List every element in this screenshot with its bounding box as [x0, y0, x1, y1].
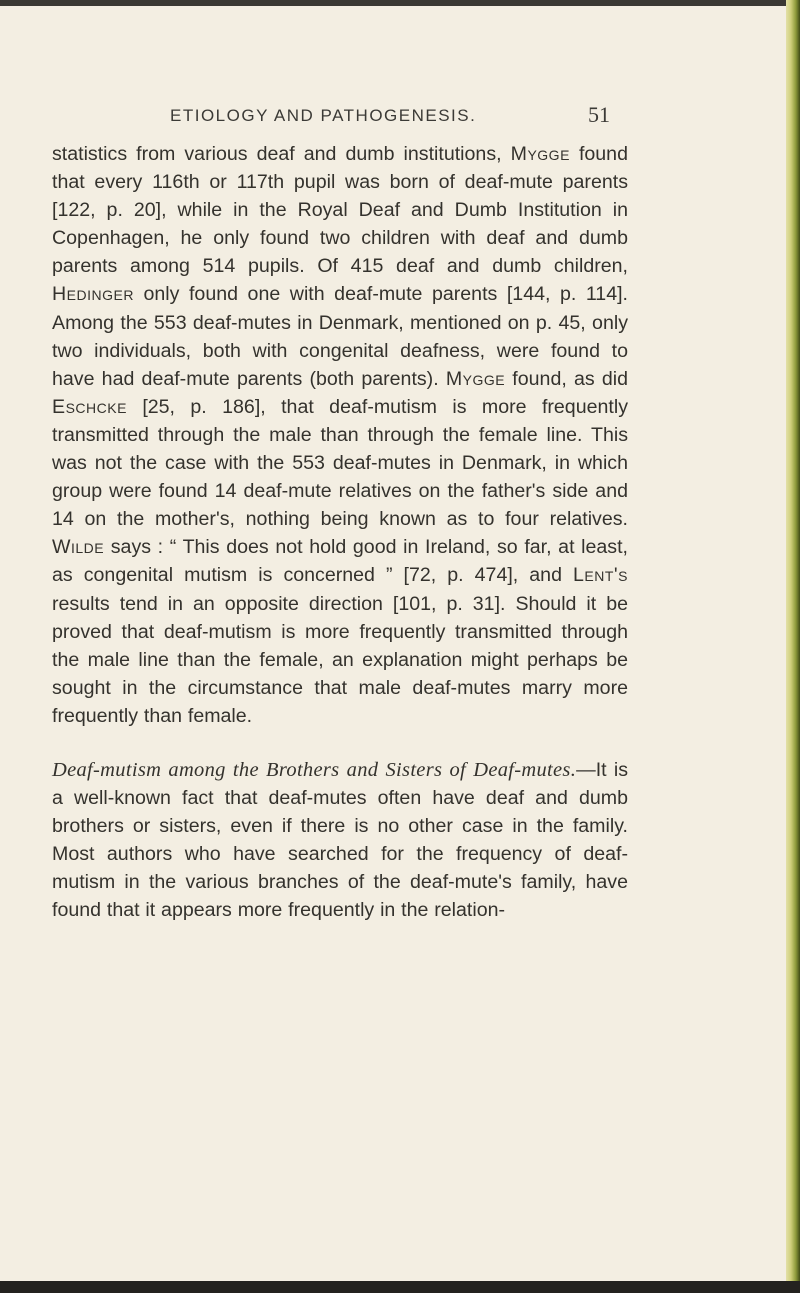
author-name-mygge: Mygge	[510, 143, 570, 165]
author-name-eschcke: Eschcke	[52, 395, 127, 418]
author-name-hedinger: Hedinger	[52, 283, 134, 306]
text-segment: says : “ This does not hold good in Ireland, so far, at least, as congenital mutism is concerned ” [72, p. 474], and	[52, 536, 628, 587]
author-name-mygge: Mygge	[445, 367, 506, 390]
page-edge-strip	[786, 0, 800, 1293]
book-page	[52, 100, 774, 925]
text-segment: results tend in an opposite direction [101, p. 31]. Should it be proved that deaf-mutism is more frequently transmitted through the male line than the female, an explanation might perhaps be sought in the circumstance that male deaf-mutes marry more frequently than female.	[52, 592, 628, 727]
paragraph-statistics	[52, 140, 628, 730]
top-border	[0, 0, 800, 6]
text-segment: —It is a well-known fact that deaf-mutes often have deaf and dumb brothers or sisters, even if there is no other case in the family. Most authors who have searched for the frequency of deaf-mutism in the various branches of the deaf-mute's family, have found that it appears more frequently in the relation-	[52, 758, 628, 922]
bottom-border	[0, 1281, 800, 1293]
running-title: ETIOLOGY AND PATHOGENESIS.	[170, 106, 477, 125]
text-segment: only found one with deaf-mute parents [144, p. 114]. Among the 553 deaf-mutes in Denmark, mentioned on p. 45, only two individuals, both with congenital deafness, were found to have had deaf-mute parents (both parents).	[52, 283, 628, 390]
author-name-wilde: Wilde	[52, 536, 105, 559]
running-header	[52, 100, 774, 140]
author-name-lent: Lent's	[573, 564, 628, 587]
text-segment: found, as did	[505, 367, 628, 390]
text-segment: [25, p. 186], that deaf-mutism is more frequently transmitted through the male than through the female line. This was not the case with the 553 deaf-mutes in Denmark, in which group were found 14 deaf-mute relatives on the father's side and 14 on the mother's, nothing being known as to four relatives.	[52, 395, 628, 531]
section-run-in-heading: Deaf-mutism among the Brothers and Sisters of Deaf-mutes.	[52, 758, 577, 781]
text-segment: found that every 116th or 117th pupil was born of deaf-mute parents [122, p. 20], while in the Royal Deaf and Dumb Institution in Copenhagen, he only found two children with deaf and dumb parents among 514 pupils. Of 415 deaf and dumb children,	[52, 143, 628, 278]
text-segment: statistics from various deaf and dumb institutions,	[52, 143, 502, 165]
paragraph-siblings	[52, 756, 628, 925]
page-number: 51	[588, 102, 610, 127]
